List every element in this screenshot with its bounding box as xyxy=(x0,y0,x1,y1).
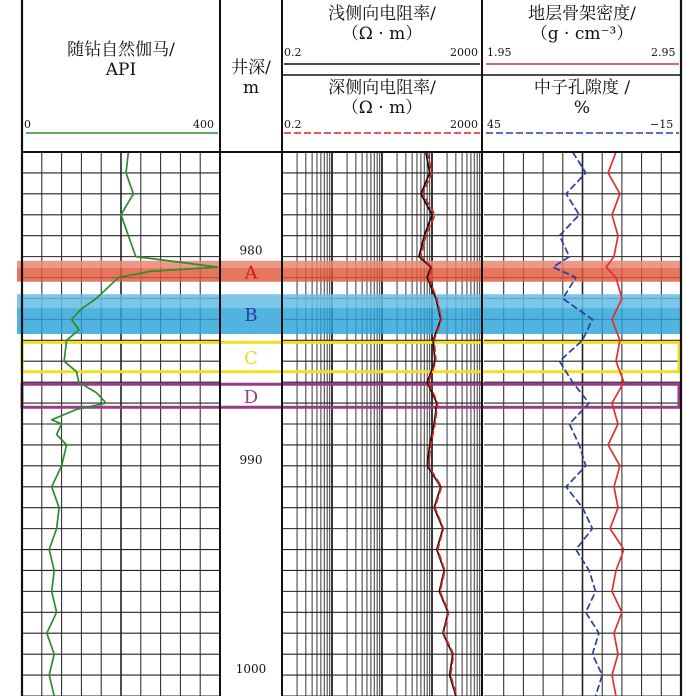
grid-layer xyxy=(22,152,681,696)
depth-tick-980: 980 xyxy=(239,243,263,258)
deep-resistivity-title: 深侧向电阻率/ （Ω · m） xyxy=(328,78,436,118)
gamma-scale-min: 0 xyxy=(24,118,31,131)
neutron-scale-max: −15 xyxy=(650,118,674,131)
density-scale-min: 1.95 xyxy=(487,46,512,59)
gamma-title-line: 随钻自然伽马/ API xyxy=(67,40,175,80)
density-title: 地层骨架密度/ （g · cm⁻³） xyxy=(528,4,636,44)
shallow-resistivity-title: 浅侧向电阻率/ （Ω · m） xyxy=(328,4,436,44)
zone-label-c: C xyxy=(244,348,258,370)
density-scale-max: 2.95 xyxy=(651,46,676,59)
depth-tick-1000: 1000 xyxy=(235,662,267,677)
gamma-track-title xyxy=(22,40,220,80)
deep-scale-min: 0.2 xyxy=(284,118,302,131)
zone-highlight-b xyxy=(17,294,680,308)
depth-tick-990: 990 xyxy=(239,452,263,467)
zone-label-a: A xyxy=(244,262,258,284)
zone-label-b: B xyxy=(244,305,258,327)
depth-track-title: 井深/ m xyxy=(231,58,271,98)
deep-scale-max: 2000 xyxy=(450,118,478,131)
neutron-scale-min: 45 xyxy=(487,118,501,131)
zone-label-d: D xyxy=(243,386,259,408)
zone-layer xyxy=(17,261,680,407)
gamma-scale-max: 400 xyxy=(193,118,214,131)
shallow-scale-max: 2000 xyxy=(450,46,478,59)
shallow-scale-min: 0.2 xyxy=(284,46,302,59)
neutron-title: 中子孔隙度 / % xyxy=(533,78,631,118)
zone-highlight-a xyxy=(17,261,680,268)
